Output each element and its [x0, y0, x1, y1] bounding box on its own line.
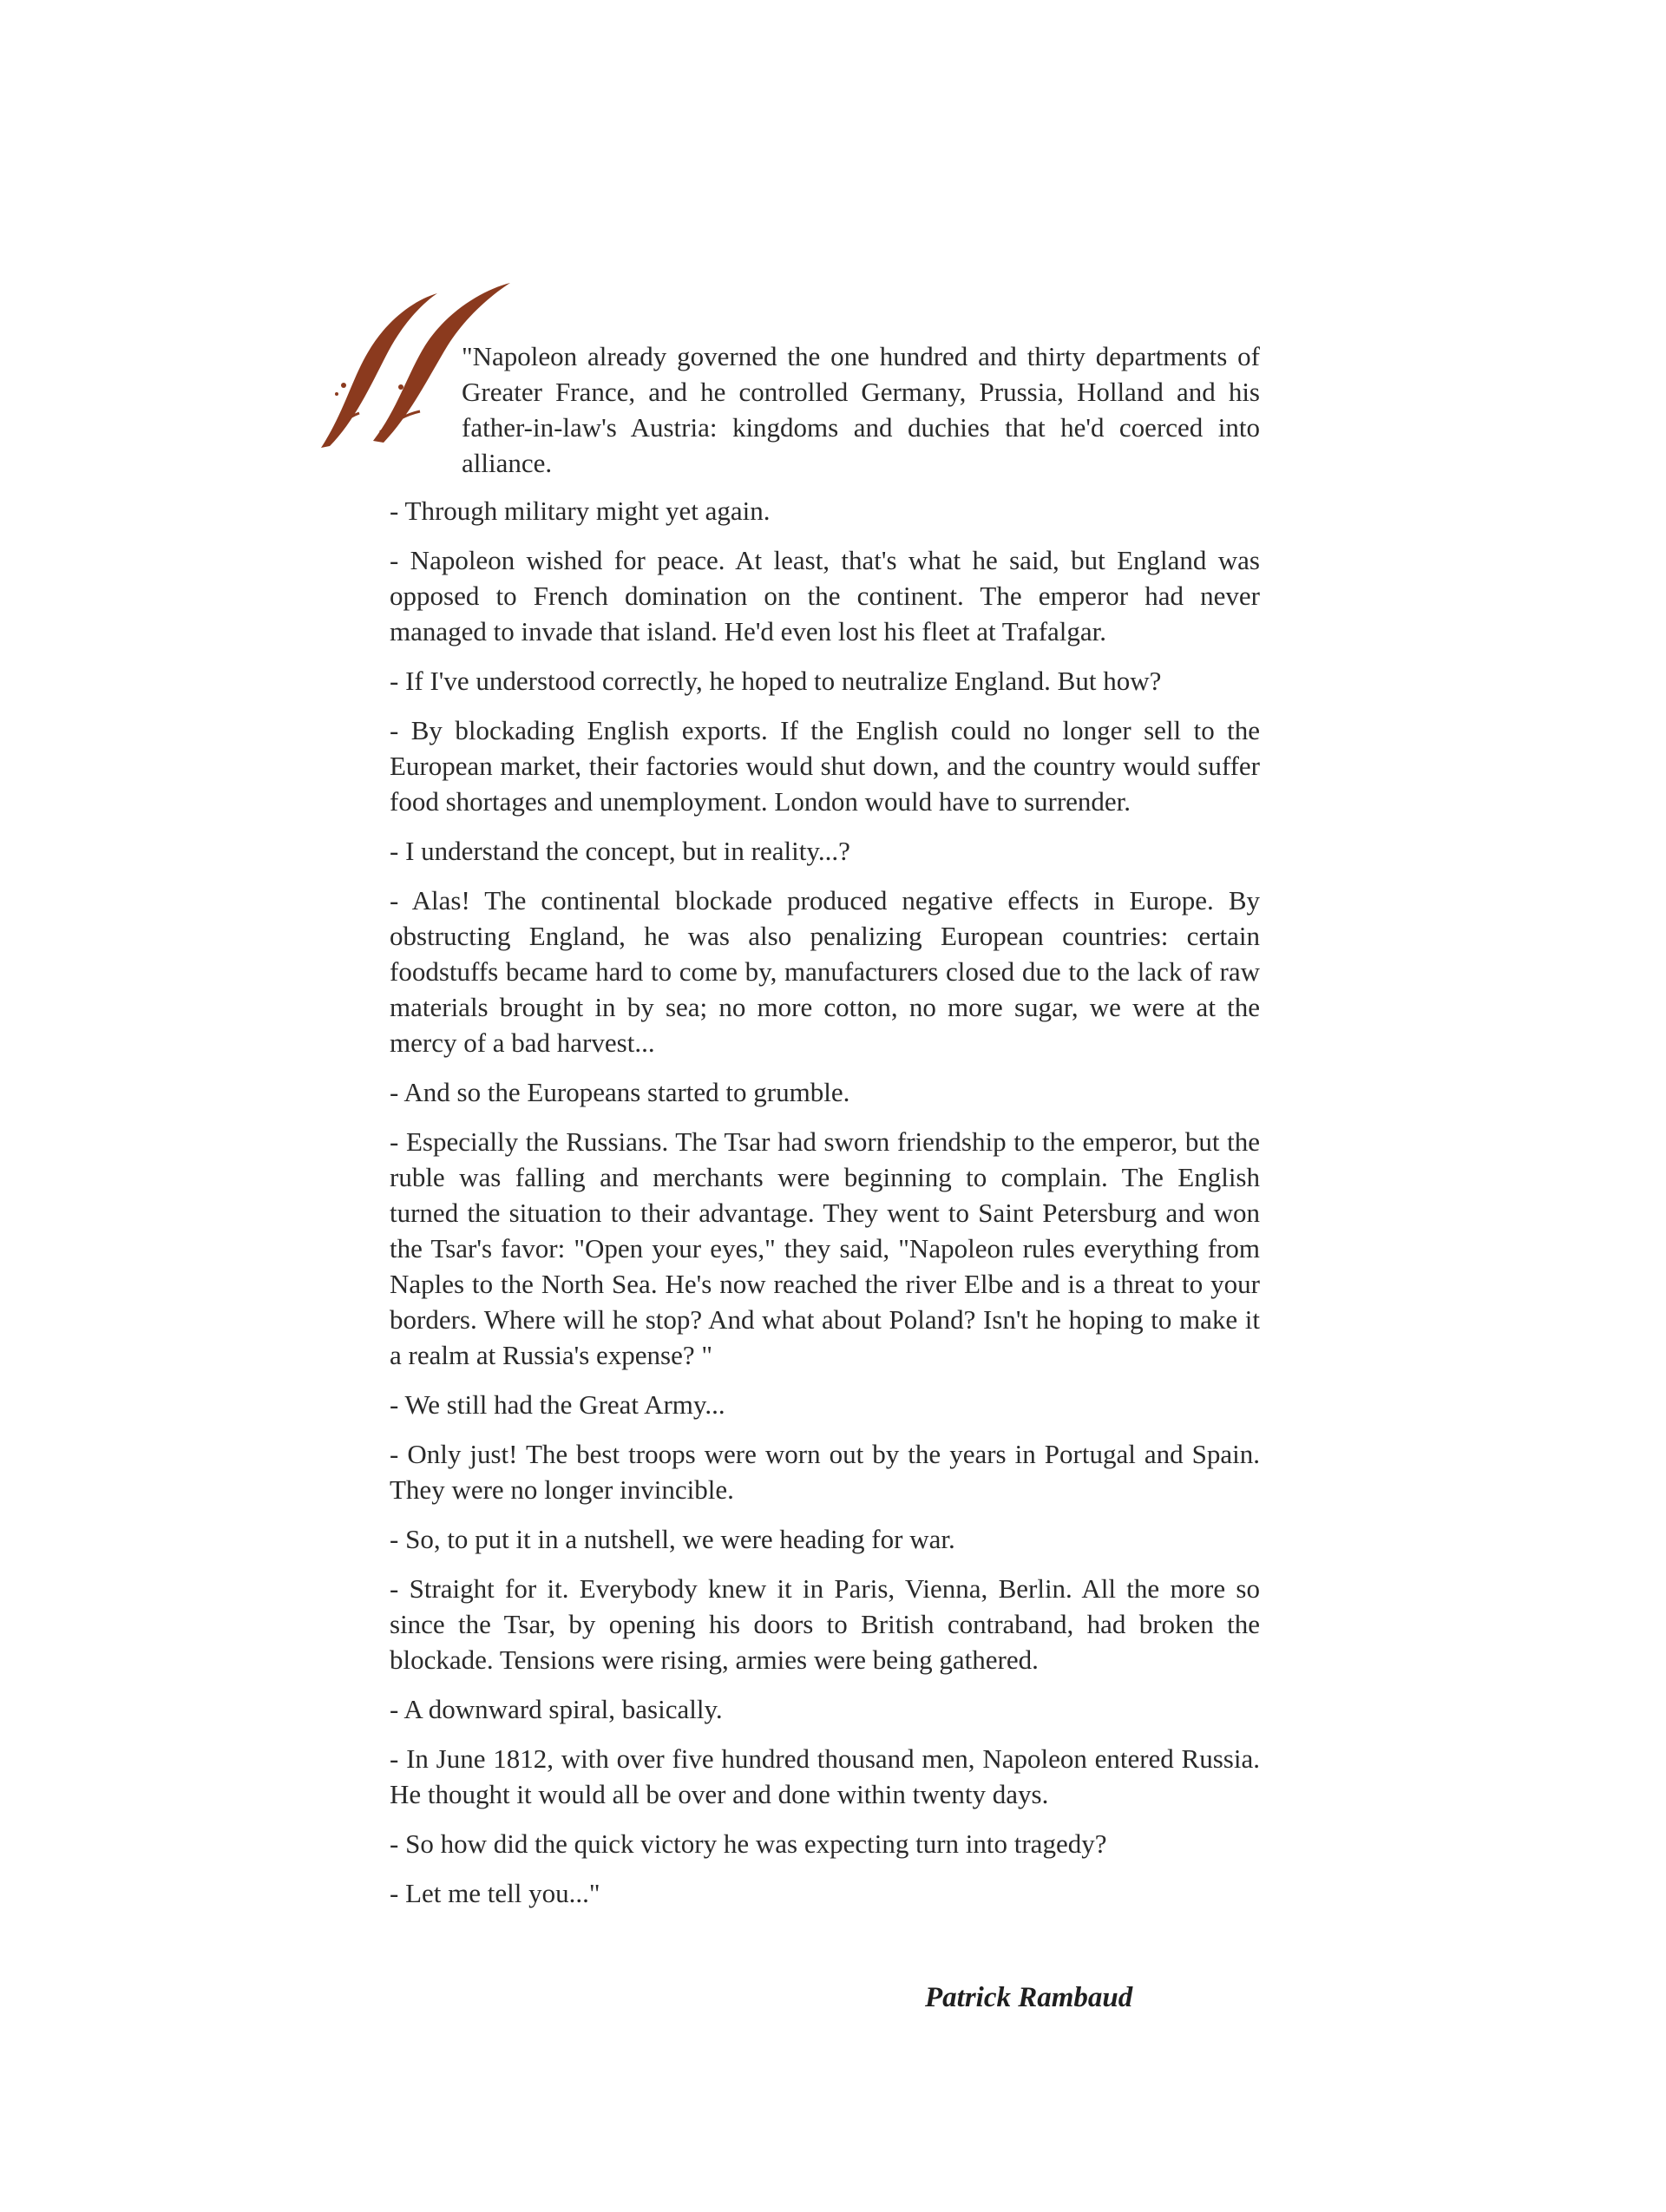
- dialogue-paragraph: - In June 1812, with over five hundred thousand men, Napoleon entered Russia. He thought it would all be over and done within twenty days.: [390, 1743, 1260, 1809]
- dialogue-paragraph: - By blockading English exports. If the English could no longer sell to the European market, their factories would shut down, and the country would suffer food shortages and unemployment. London would have to surrender.: [390, 715, 1260, 817]
- intro-paragraph: "Napoleon already governed the one hundred and thirty departments of Greater France, and he controlled Germany, Prussia, Holland and his father-in-law's Austria: kingdoms and duchies that he'd coerced into alliance.: [462, 341, 1260, 478]
- dialogue-paragraph: - So, to put it in a nutshell, we were heading for war.: [390, 1524, 955, 1554]
- dialogue-paragraph: - I understand the concept, but in reality...?: [390, 836, 850, 866]
- dialogue-paragraph: - Especially the Russians. The Tsar had sworn friendship to the emperor, but the ruble was falling and merchants were beginning to complain. The English turned the situation to their advantage. They went to Saint Petersburg and won the Tsar's favor: "Open your eyes," they said, "Napoleon rules everything from Naples to the North Sea. He's now reached the river Elbe and is a threat to your borders. Where will he stop? And what about Poland? Isn't he hoping to make it a realm at Russia's expense? ": [390, 1126, 1260, 1370]
- dialogue-paragraph: - We still had the Great Army...: [390, 1389, 725, 1420]
- dialogue-paragraph: - So how did the quick victory he was expecting turn into tragedy?: [390, 1828, 1107, 1859]
- dialogue-paragraph: - Let me tell you...": [390, 1878, 600, 1908]
- author-signature: Patrick Rambaud: [925, 1982, 1133, 2013]
- dialogue-paragraph: - Only just! The best troops were worn out by the years in Portugal and Spain. They were no longer invincible.: [390, 1439, 1260, 1505]
- dialogue-paragraph: - A downward spiral, basically.: [390, 1694, 723, 1724]
- dialogue-body: [390, 493, 1260, 1925]
- dialogue-paragraph: - If I've understood correctly, he hoped to neutralize England. But how?: [390, 666, 1162, 696]
- dialogue-paragraph: - Straight for it. Everybody knew it in Paris, Vienna, Berlin. All the more so since the Tsar, by opening his doors to British contraband, had broken the blockade. Tensions were rising, armies were being gathered.: [390, 1573, 1260, 1675]
- dialogue-paragraph: - Through military might yet again.: [390, 496, 771, 526]
- dialogue-paragraph: - Alas! The continental blockade produced negative effects in Europe. By obstructing England, he was also penalizing European countries: certain foodstuffs became hard to come by, manufacturers closed due to the lack of raw materials brought in by sea; no more cotton, no more sugar, we were at the mercy of a bad harvest...: [390, 885, 1260, 1058]
- dialogue-paragraph: - Napoleon wished for peace. At least, that's what he said, but England was opposed to French domination on the continent. The emperor had never managed to invade that island. He'd even lost his fleet at Trafalgar.: [390, 545, 1260, 647]
- dialogue-paragraph: - And so the Europeans started to grumble.: [390, 1077, 850, 1107]
